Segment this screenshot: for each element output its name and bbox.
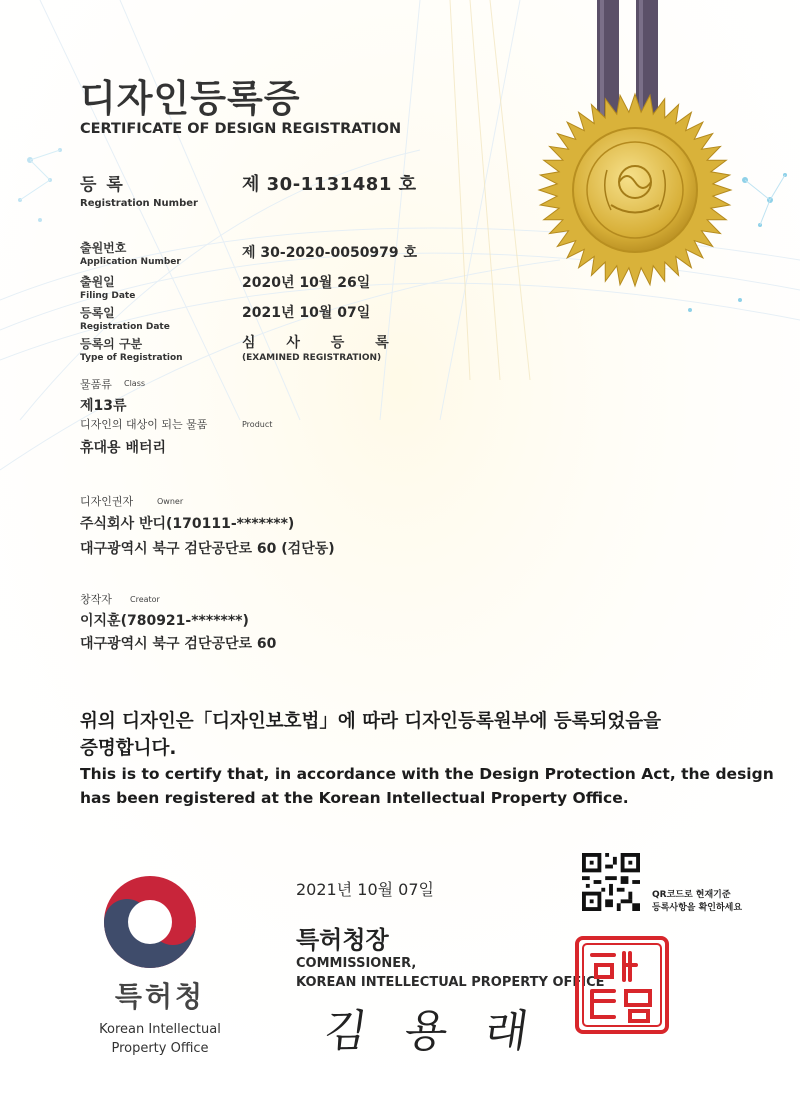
class-label-ko: 물품류 bbox=[80, 378, 112, 391]
statement-ko-line1: 위의 디자인은「디자인보호법」에 따라 디자인등록원부에 등록되었음을 bbox=[80, 711, 662, 732]
certificate-title-ko: 디자인등록증 bbox=[80, 77, 301, 120]
commissioner-title-en-line1: COMMISSIONER, bbox=[296, 956, 417, 971]
product-label-en: Product bbox=[242, 420, 273, 429]
registration-label-en: Registration Number bbox=[80, 198, 198, 209]
commissioner-title-ko: 특허청장 bbox=[296, 926, 389, 954]
application-label-en: Application Number bbox=[80, 257, 181, 267]
gold-seal-icon bbox=[535, 90, 735, 290]
kipo-name-en-line2: Property Office bbox=[111, 1041, 209, 1056]
reg-type-label-en: Type of Registration bbox=[80, 353, 183, 363]
class-value: 제13류 bbox=[80, 398, 127, 414]
issue-date: 2021년 10월 07일 bbox=[296, 880, 434, 899]
reg-type-value-en: (EXAMINED REGISTRATION) bbox=[242, 353, 382, 363]
kipo-name-en-line1: Korean Intellectual bbox=[99, 1022, 221, 1037]
creator-name: 이지훈(780921-*******) bbox=[80, 613, 249, 629]
owner-name: 주식회사 반디(170111-*******) bbox=[80, 516, 295, 532]
qr-caption-line1: QR코드로 현재기준 bbox=[652, 890, 731, 900]
qr-code-icon[interactable] bbox=[581, 853, 641, 911]
qr-caption-line2: 등록사항을 확인하세요 bbox=[652, 903, 743, 913]
creator-label-en: Creator bbox=[130, 595, 160, 604]
commissioner-title-en-line2: KOREAN INTELLECTUAL PROPERTY OFFICE bbox=[296, 975, 605, 990]
class-label-en: Class bbox=[124, 379, 146, 388]
owner-address: 대구광역시 북구 검단공단로 60 (검단동) bbox=[80, 541, 335, 557]
reg-date-label-ko: 등록일 bbox=[80, 306, 115, 320]
application-number: 제 30-2020-0050979 호 bbox=[242, 245, 418, 261]
kipo-taegeuk-logo-icon bbox=[100, 872, 200, 972]
application-label-ko: 출원번호 bbox=[80, 241, 127, 255]
product-label-ko: 디자인의 대상이 되는 물품 bbox=[80, 418, 208, 431]
owner-label-en: Owner bbox=[157, 497, 184, 506]
filing-label-en: Filing Date bbox=[80, 291, 136, 301]
commissioner-signature: 김 용 래 bbox=[320, 1006, 544, 1057]
official-red-stamp-icon bbox=[574, 935, 670, 1035]
statement-ko-line2: 증명합니다. bbox=[80, 738, 177, 759]
registration-number: 제 30-1131481 호 bbox=[242, 174, 417, 195]
statement-en-line1: This is to certify that, in accordance with the Design Protection Act, the design bbox=[80, 765, 774, 783]
product-value: 휴대용 배터리 bbox=[80, 440, 167, 456]
reg-date-label-en: Registration Date bbox=[80, 322, 170, 332]
reg-type-label-ko: 등록의 구분 bbox=[80, 337, 143, 351]
registration-date: 2021년 10월 07일 bbox=[242, 305, 371, 321]
filing-label-ko: 출원일 bbox=[80, 275, 115, 289]
reg-type-value-ko: 심 사 등 록 bbox=[242, 335, 397, 351]
creator-address: 대구광역시 북구 검단공단로 60 bbox=[80, 636, 277, 652]
kipo-name-ko: 특허청 bbox=[114, 980, 206, 1013]
creator-label-ko: 창작자 bbox=[80, 593, 112, 606]
certificate-title-en: CERTIFICATE OF DESIGN REGISTRATION bbox=[80, 121, 402, 137]
owner-label-ko: 디자인권자 bbox=[80, 495, 134, 508]
filing-date: 2020년 10월 26일 bbox=[242, 275, 371, 291]
registration-label-ko: 등 록 bbox=[80, 175, 125, 195]
statement-en-line2: has been registered at the Korean Intellectual Property Office. bbox=[80, 789, 629, 807]
